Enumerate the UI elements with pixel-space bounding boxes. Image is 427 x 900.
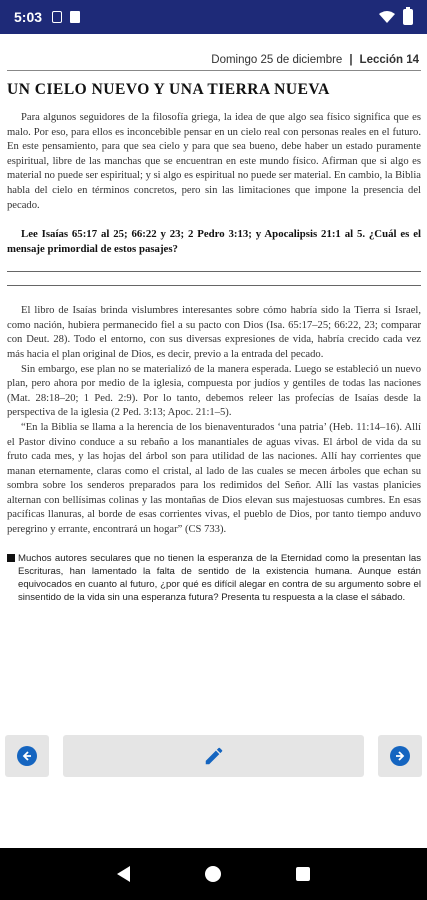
battery-icon: [403, 9, 413, 25]
arrow-right-icon: [390, 746, 410, 766]
status-right: [379, 9, 413, 25]
reading-pane[interactable]: [0, 34, 427, 730]
sim-icon: [52, 11, 62, 23]
home-icon[interactable]: [205, 866, 221, 882]
wifi-icon: [379, 11, 395, 23]
intro-paragraph: Para algunos seguidores de la filosofía griega, la idea de que algo sea físico significa que es malo. Por eso, para ellos es inconcebible pensar en un cielo real con personas reales en el futuro. En este pensamiento, para que sea cielo y para que sea bueno, debe haber un estado puramente espiritual, libre de las manchas que se encuentran en este mundo físico. Afirman que si algo es material no puede ser espiritual; y si algo es espiritual no puede ser material. En cambio, la Biblia habla del cielo en términos concretos, pero sin las limitaciones que impone la presencia del pecado.: [7, 112, 421, 211]
reading-section: [7, 304, 421, 538]
answer-line[interactable]: [7, 271, 421, 272]
body-paragraph: “En la Biblia se llama a la herencia de los bienaventurados ‘una patria’ (Heb. 11:14–16). Allí el Pastor divino conduce a su rebaño a los manantiales de aguas vivas. El árbol de vida da su fruto cada mes, y las hojas del árbol son para utilidad de las naciones. Allí hay corrientes que manan eternamente, claras como el cristal, al lado de las cuales se mecen árboles que echan su sombra sobre los senderos preparados para los redimidos del Señor. Allí las vastas planicies alternan con bellísimas colinas y las montañas de Dios elevan sus majestuosas cumbres. En esas pacíficas llanuras, al borde de esas corrientes vivas, el pueblo de Dios, por tanto tiempo anduvo peregrino y errante, encontrará un hogar” (CS 733).: [7, 421, 421, 536]
bottom-toolbar: [0, 730, 427, 782]
recents-icon[interactable]: [296, 867, 310, 881]
back-icon[interactable]: [117, 866, 130, 882]
page-title: UN CIELO NUEVO Y UNA TIERRA NUEVA: [7, 81, 330, 98]
status-bar: [0, 0, 427, 34]
header-rule: [7, 70, 421, 71]
arrow-left-icon: [17, 746, 37, 766]
document-icon: [70, 11, 80, 23]
answer-line[interactable]: [7, 285, 421, 286]
body-paragraph: Sin embargo, ese plan no se materializó de la manera esperada. Luego se estableció un nuevo plan, pero ahora por medio de la iglesia, compuesta por judíos y gentiles de todas las naciones (Mat. 28:18–20; 1 Ped. 2:9). Por lo tanto, debemos releer las profecías de Isaías desde la perspectiva de la iglesia (2 Ped. 3:13; Apoc. 21:1–5).: [7, 363, 421, 419]
next-button[interactable]: [378, 735, 422, 777]
status-time: 5:03: [14, 9, 43, 25]
lesson-date: Domingo 25 de diciembre: [211, 54, 343, 66]
lesson-number: Lección 14: [359, 54, 419, 66]
pencil-icon: [203, 745, 225, 767]
system-nav-bar: [0, 848, 427, 900]
note-text: Muchos autores seculares que no tienen la esperanza de la Eternidad como la presentan las Escrituras, han lamentado la falta de sentido de la existencia humana. Aunque están equivocados en cuanto al futuro, ¿por qué es difícil alegar en contra de su argumento sobre el sinsentido de la vida sin una esperanza futura? Presenta tu respuesta a la clase el sábado.: [18, 552, 421, 604]
previous-button[interactable]: [5, 735, 49, 777]
discussion-note: [7, 552, 421, 605]
note-bullet-icon: [7, 554, 15, 562]
lesson-header: [7, 54, 421, 66]
edit-notes-button[interactable]: [63, 735, 364, 777]
body-paragraph: El libro de Isaías brinda vislumbres interesantes sobre cómo habría sido la Tierra si Israel, como nación, hubiera permanecido fiel a su pacto con Dios (Isa. 65:17–25; 66:22, 23; comparar con Deut. 28). Todo el entorno, con sus diversas expresiones de vida, habría crecido cada vez más hacia el plan original de Dios, es decir, previo a la entrada del pecado.: [7, 305, 421, 360]
header-separator: |: [349, 54, 353, 66]
study-question: Lee Isaías 65:17 al 25; 66:22 y 23; 2 Pedro 3:13; y Apocalipsis 21:1 al 5. ¿Cuál es el mensaje primordial de estos pasajes?: [7, 228, 421, 256]
